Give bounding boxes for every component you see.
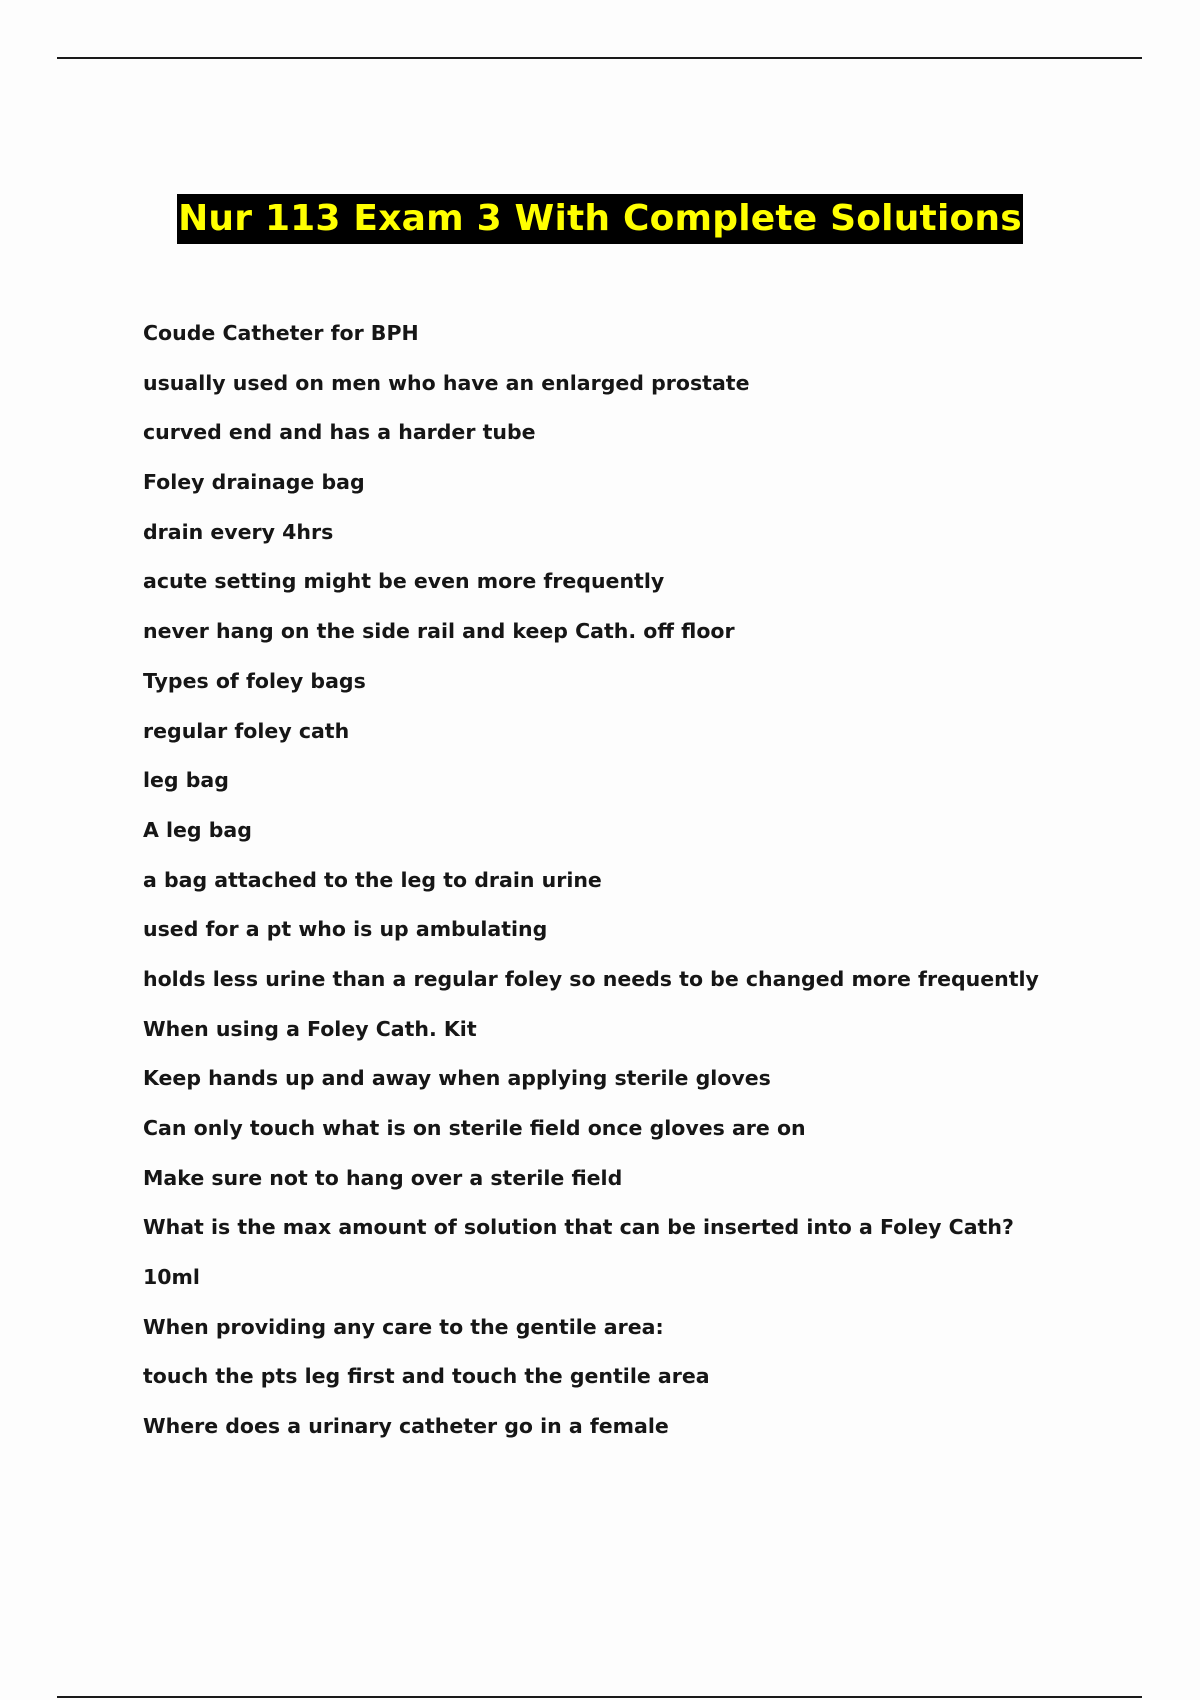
text-line: Keep hands up and away when applying sterile gloves [143,1066,771,1091]
text-line: A leg bag [143,817,252,842]
text-line: What is the max amount of solution that can be inserted into a Foley Cath? [143,1215,1014,1240]
text-line: curved end and has a harder tube [143,420,536,445]
text-line: usually used on men who have an enlarged prostate [143,370,750,395]
text-line: When providing any care to the gentile area: [143,1314,664,1339]
text-line: leg bag [143,768,229,793]
text-line: Coude Catheter for BPH [143,321,419,345]
text-line: Foley drainage bag [143,470,365,495]
top-divider [57,57,1142,59]
text-line: used for a pt who is up ambulating [143,917,548,942]
text-line: drain every 4hrs [143,519,334,544]
text-line: Where does a urinary catheter go in a female [143,1414,669,1439]
text-line: never hang on the side rail and keep Cath. off floor [143,619,735,644]
text-line: regular foley cath [143,718,350,743]
text-line: a bag attached to the leg to drain urine [143,867,602,892]
document-body [143,315,1143,1458]
text-line: 10ml [143,1265,200,1290]
text-line: When using a Foley Cath. Kit [143,1016,477,1041]
text-line: touch the pts leg first and touch the gentile area [143,1364,710,1389]
bottom-divider [57,1696,1142,1698]
text-line: Can only touch what is on sterile field once gloves are on [143,1116,806,1140]
document-title: Nur 113 Exam 3 With Complete Solutions [177,194,1023,244]
text-line: Types of foley bags [143,668,366,693]
text-line: holds less urine than a regular foley so needs to be changed more frequently [143,966,1039,991]
title-banner [0,194,1200,244]
text-line: acute setting might be even more frequently [143,569,665,594]
text-line: Make sure not to hang over a sterile field [143,1165,623,1190]
